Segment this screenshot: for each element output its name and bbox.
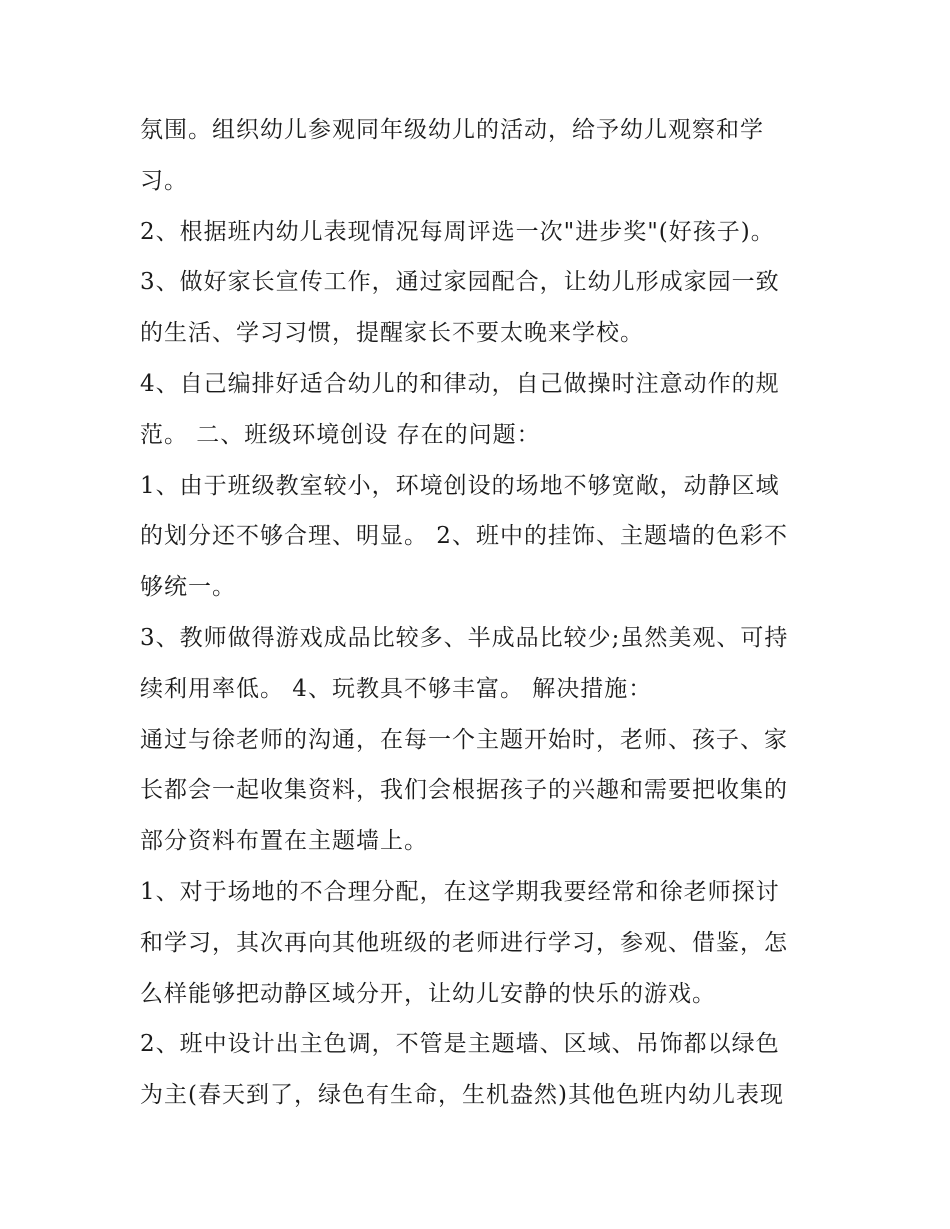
body-text bbox=[140, 105, 840, 1121]
text-line: 的划分还不够合理、明显。 2、班中的挂饰、主题墙的色彩不 bbox=[140, 523, 788, 550]
text-line: 习。 bbox=[140, 167, 188, 194]
text-line: 够统一。 bbox=[140, 574, 236, 601]
text-line: 1、由于班级教室较小，环境创设的场地不够宽敞，动静区域 bbox=[140, 472, 780, 499]
text-line: 部分资料布置在主题墙上。 bbox=[140, 828, 428, 855]
text-line: 3、教师做得游戏成品比较多、半成品比较少;虽然美观、可持 bbox=[140, 624, 789, 651]
text-line: 和学习，其次再向其他班级的老师进行学习，参观、借鉴，怎 bbox=[140, 929, 788, 956]
text-line: 1、对于场地的不合理分配，在这学期我要经常和徐老师探讨 bbox=[140, 878, 780, 905]
text-line: 2、班中设计出主色调，不管是主题墙、区域、吊饰都以绿色 bbox=[140, 1031, 780, 1058]
text-line: 2、根据班内幼儿表现情况每周评选一次"进步奖"(好孩子)。 bbox=[140, 218, 775, 245]
text-line: 4、自己编排好适合幼儿的和律动，自己做操时注意动作的规 bbox=[140, 370, 780, 397]
text-line: 长都会一起收集资料，我们会根据孩子的兴趣和需要把收集的 bbox=[140, 777, 788, 804]
text-line: 范。 二、班级环境创设 存在的问题： bbox=[140, 421, 541, 448]
text-line: 氛围。组织幼儿参观同年级幼儿的活动，给予幼儿观察和学 bbox=[140, 117, 764, 143]
text-line: 为主(春天到了，绿色有生命，生机盎然)其他色班内幼儿表现 bbox=[140, 1082, 784, 1109]
text-line: 3、做好家长宣传工作，通过家园配合，让幼儿形成家园一致 bbox=[140, 269, 780, 296]
text-line: 的生活、学习习惯，提醒家长不要太晚来学校。 bbox=[140, 320, 644, 347]
text-line: 么样能够把动静区域分开，让幼儿安静的快乐的游戏。 bbox=[140, 980, 716, 1007]
text-line: 续利用率低。 4、玩教具不够丰富。 解决措施： bbox=[140, 675, 653, 702]
text-line: 通过与徐老师的沟通，在每一个主题开始时，老师、孩子、家 bbox=[140, 726, 788, 753]
